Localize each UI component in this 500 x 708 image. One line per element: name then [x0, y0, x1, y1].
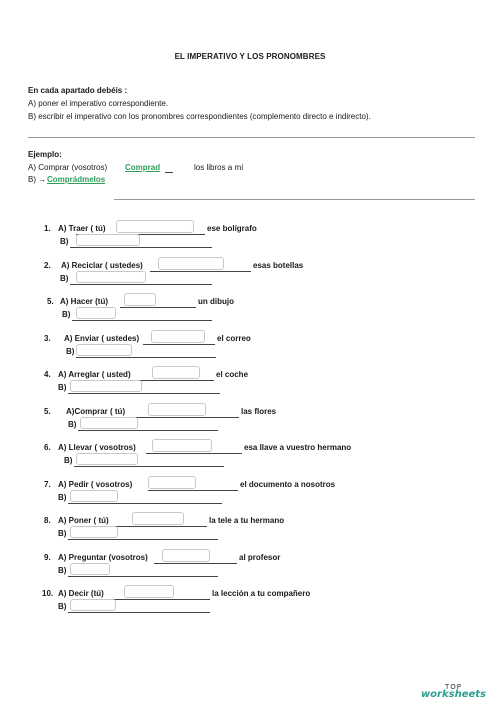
- item-suffix: la lección a tu compañero: [212, 589, 311, 598]
- item-prompt: A) Traer ( tú): [58, 224, 106, 233]
- divider: [114, 199, 475, 200]
- example-b-prompt: B) →: [28, 175, 47, 184]
- answer-b-label: B): [68, 420, 77, 429]
- answer-b-field[interactable]: [80, 417, 138, 429]
- answer-a-field[interactable]: [132, 512, 184, 525]
- answer-a-line: [138, 380, 214, 381]
- answer-a-field[interactable]: [152, 366, 200, 379]
- example-a-prompt: A) Comprar (vosotros): [28, 163, 108, 172]
- item-number: 5.: [44, 407, 51, 416]
- answer-b-label: B): [58, 529, 67, 538]
- item-number: 8.: [44, 516, 51, 525]
- answer-b-label: B): [60, 274, 69, 283]
- example-heading: Ejemplo:: [28, 150, 62, 159]
- answer-b-label: B): [64, 456, 73, 465]
- item-number: 10.: [42, 589, 54, 598]
- logo-line-2: worksheets: [420, 689, 486, 700]
- item-prompt: A) Hacer (tú): [60, 297, 109, 306]
- example-a-suffix: los libros a mí: [194, 163, 244, 172]
- answer-a-line: [154, 563, 237, 564]
- item-number: 6.: [44, 443, 51, 452]
- answer-a-line: [106, 599, 210, 600]
- item-prompt: A) Enviar ( ustedes): [64, 334, 140, 343]
- answer-b-label: B): [60, 237, 69, 246]
- logo-line-1: TOP: [444, 683, 462, 691]
- item-prompt: A) Poner ( tú): [58, 516, 109, 525]
- answer-b-line: [68, 393, 220, 394]
- item-number: 9.: [44, 553, 51, 562]
- answer-b-field[interactable]: [70, 380, 142, 392]
- item-number: 3.: [44, 334, 51, 343]
- item-suffix: el documento a nosotros: [240, 480, 336, 489]
- item-suffix: las flores: [241, 407, 277, 416]
- answer-b-line: [70, 247, 212, 248]
- page-title: EL IMPERATIVO Y LOS PRONOMBRES: [174, 52, 326, 61]
- answer-b-field[interactable]: [70, 526, 118, 538]
- answer-a-field[interactable]: [148, 403, 206, 416]
- item-prompt: A) Reciclar ( ustedes): [61, 261, 143, 270]
- answer-b-field[interactable]: [76, 307, 116, 319]
- answer-b-line: [74, 466, 224, 467]
- item-prompt: A) Arreglar ( usted): [58, 370, 131, 379]
- answer-a-line: [143, 344, 215, 345]
- answer-b-label: B): [62, 310, 71, 319]
- answer-a-line: [132, 417, 239, 418]
- item-suffix: esa llave a vuestro hermano: [244, 443, 352, 452]
- answer-a-field[interactable]: [158, 257, 224, 270]
- answer-b-line: [72, 320, 212, 321]
- item-suffix: esas botellas: [253, 261, 304, 270]
- answer-a-field[interactable]: [116, 220, 194, 233]
- answer-b-label: B): [66, 347, 75, 356]
- answer-b-line: [68, 576, 218, 577]
- item-number: 1.: [44, 224, 51, 233]
- answer-a-field[interactable]: [124, 585, 174, 598]
- item-suffix: el coche: [216, 370, 249, 379]
- answer-a-field[interactable]: [151, 330, 205, 343]
- answer-a-field[interactable]: [152, 439, 212, 452]
- answer-a-line: [148, 490, 238, 491]
- answer-a-line: [150, 271, 251, 272]
- answer-a-field[interactable]: [162, 549, 210, 562]
- item-prompt: A) Decir (tú): [58, 589, 104, 598]
- example-a-answer: Comprad: [125, 163, 161, 172]
- item-number: 4.: [44, 370, 51, 379]
- item-suffix: un dibujo: [198, 297, 234, 306]
- answer-b-line: [78, 430, 218, 431]
- answer-b-field[interactable]: [76, 271, 146, 283]
- instructions-heading: En cada apartado debéis :: [28, 86, 128, 95]
- answer-b-label: B): [58, 493, 67, 502]
- divider: [28, 137, 475, 138]
- item-suffix: ese bolígrafo: [207, 224, 257, 233]
- answer-b-field[interactable]: [76, 234, 140, 246]
- answer-b-label: B): [58, 383, 67, 392]
- answer-a-line: [146, 453, 242, 454]
- answer-b-line: [68, 612, 210, 613]
- item-number: 5.: [47, 297, 54, 306]
- item-suffix: la tele a tu hermano: [209, 516, 285, 525]
- answer-a-field[interactable]: [124, 293, 156, 306]
- item-number: 7.: [44, 480, 51, 489]
- item-prompt: A) Pedir ( vosotros): [58, 480, 133, 489]
- answer-b-field[interactable]: [70, 599, 116, 611]
- answer-b-line: [70, 284, 212, 285]
- item-suffix: al profesor: [239, 553, 281, 562]
- answer-b-field[interactable]: [76, 453, 138, 465]
- example-b-answer: Comprádmelos: [47, 175, 106, 184]
- top-worksheets-logo: [421, 683, 486, 700]
- item-prompt: A) Preguntar (vosotros): [58, 553, 148, 562]
- answer-a-line: [120, 307, 196, 308]
- answer-a-field[interactable]: [148, 476, 196, 489]
- answer-b-label: B): [58, 602, 67, 611]
- answer-b-line: [76, 357, 216, 358]
- answer-b-field[interactable]: [70, 490, 118, 502]
- answer-a-line: [112, 526, 207, 527]
- answer-b-label: B): [58, 566, 67, 575]
- answer-b-line: [68, 539, 218, 540]
- instruction-b: B) escribir el imperativo con los pronombres correspondientes (complemento directo e indirecto).: [28, 112, 371, 121]
- answer-b-field[interactable]: [76, 344, 132, 356]
- item-number: 2.: [44, 261, 51, 270]
- answer-b-field[interactable]: [70, 563, 110, 575]
- item-prompt: A)Comprar ( tú): [66, 407, 126, 416]
- example-a-line: [165, 172, 173, 173]
- answer-b-line: [68, 503, 222, 504]
- instruction-a: A) poner el imperativo correspondiente.: [28, 99, 169, 108]
- item-prompt: A) Llevar ( vosotros): [58, 443, 136, 452]
- item-suffix: el correo: [217, 334, 251, 343]
